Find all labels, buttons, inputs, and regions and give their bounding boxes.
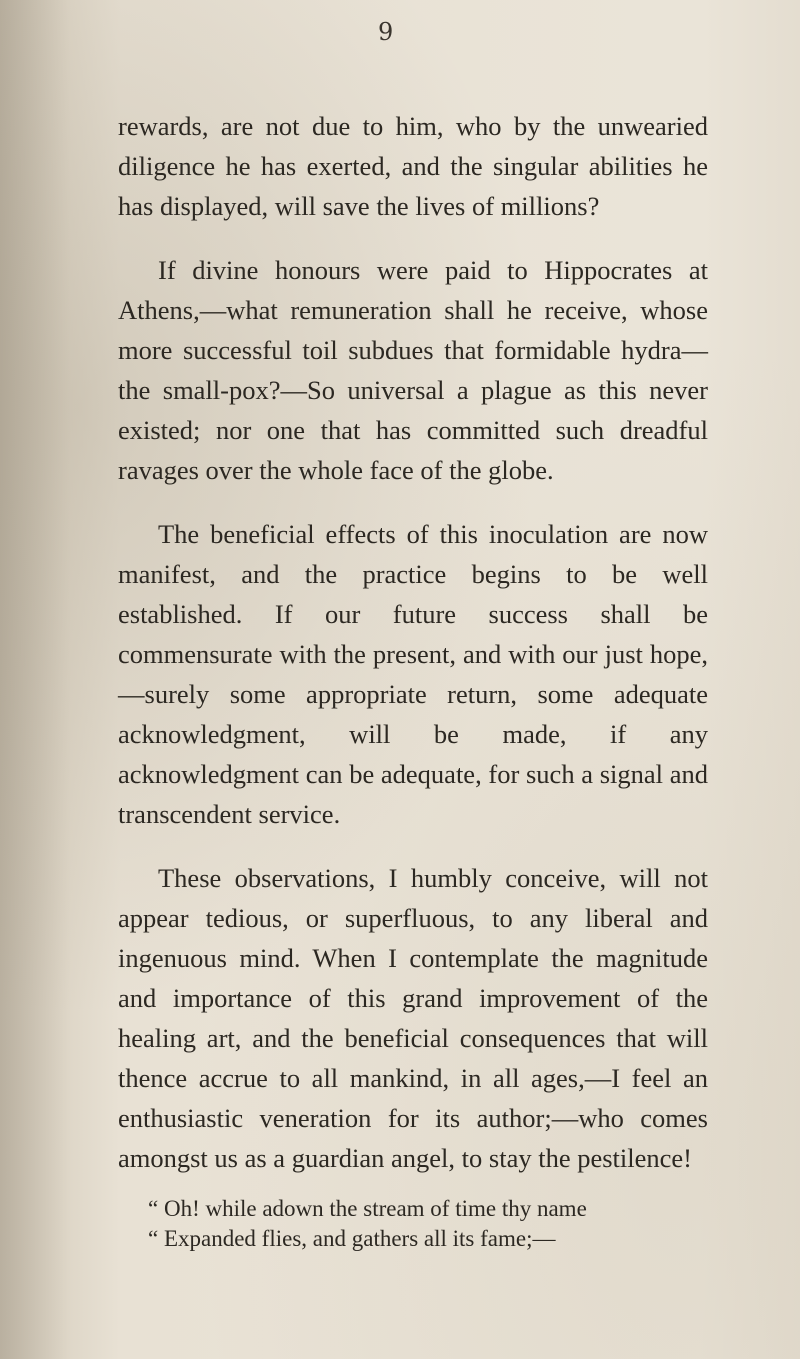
body-text [118,106,708,1254]
verse-line-2: “ Expanded flies, and gathers all its fame;— [148,1226,556,1251]
paragraph-3: The beneficial effects of this inoculation are now manifest, and the practice begins to be well established. If our future success shall be commensurate with the present, and with our just hope,—surely some appropriate return, some adequate acknowledgment, will be made, if any acknowledgment can be adequate, for such a signal and transcendent service. [118,519,708,829]
verse-line-1: “ Oh! while adown the stream of time thy name [148,1196,587,1221]
page-shadow-edge [0,0,70,1359]
paragraph-2: If divine honours were paid to Hippocrates at Athens,—what remuneration shall he receive, whose more successful toil subdues that formidable hydra—the small-pox?—So universal a plague as this never existed; nor one that has committed such dreadful ravages over the whole face of the globe. [118,255,708,485]
page-number: 9 [378,18,394,46]
paragraph-4: These observations, I humbly conceive, will not appear tedious, or superfluous, to any liberal and ingenuous mind. When I contemplate the magnitude and importance of this grand improvement of the healing art, and the beneficial consequences that will thence accrue to all mankind, in all ages,—I feel an enthusiastic veneration for its author;—who comes amongst us as a guardian angel, to stay the pestilence! [118,863,708,1173]
paragraph-1: rewards, are not due to him, who by the unwearied diligence he has exerted, and the singular abilities he has displayed, will save the lives of millions? [118,111,708,221]
